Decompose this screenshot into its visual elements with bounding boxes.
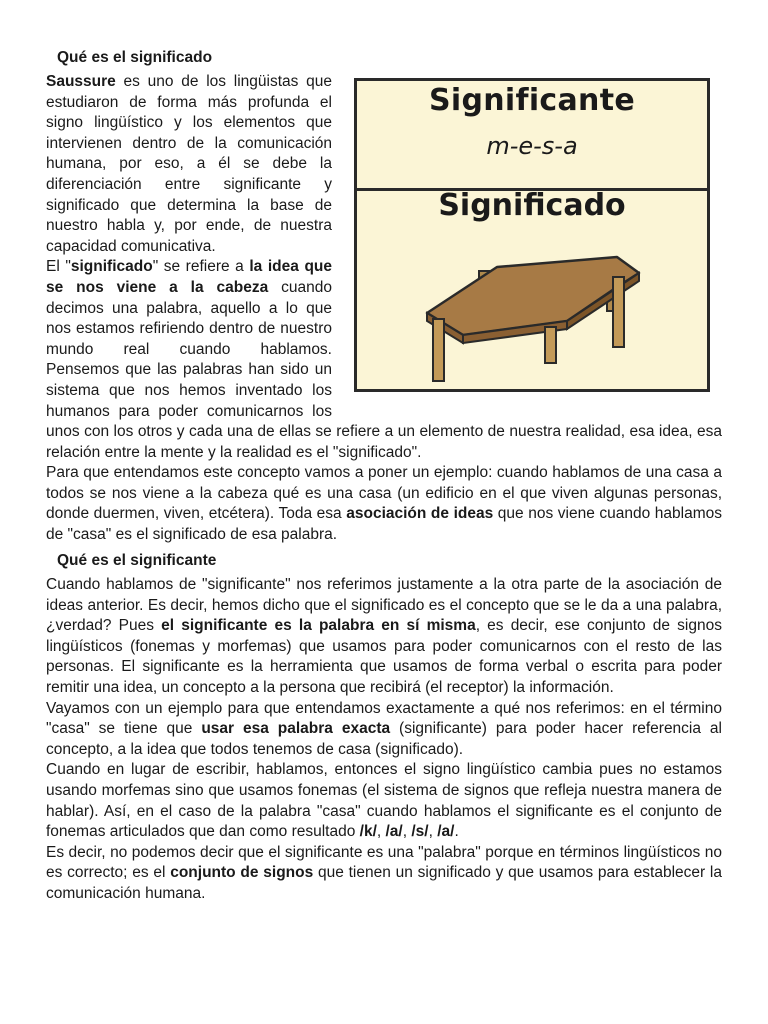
paragraph-3: Para que entendamos este concepto vamos a poner un ejemplo: cuando hablamos de una casa a todos se nos viene a la cabeza qué es una casa (un edificio en el que viven algunas personas, donde duermen, viven, etcétera). Toda esa asociación de ideas que nos viene cuando hablamos de "casa" es el significado de esa palabra. — [46, 464, 722, 544]
significante-significado-illustration — [344, 72, 722, 406]
illustration-title-significado: Significado — [438, 188, 626, 223]
paragraph-2: El "significado" se refiere a la idea que se nos viene a la cabeza cuando decimos una palabra, aquello a lo que nos estamos refiriendo dentro de nuestro mundo real cuando hablamos. Pensemos que las palabras han sido un sistema que nos hemos inventado los humanos para poder comunicarnos los unos con los otros y cada una de ellas se refiere a un elemento de nuestra realidad, esa idea, esa relación entre la mente y la realidad es el "significado". — [46, 258, 722, 461]
illustration-card — [354, 78, 710, 392]
paragraph-7: Es decir, no podemos decir que el significante es una "palabra" porque en términos lingüísticos no es correcto; es el conjunto de signos que tienen un significado y que usamos para establecer la comunicación humana. — [46, 843, 722, 902]
paragraph-5: Vayamos con un ejemplo para que entendamos exactamente a qué nos referimos: en el término "casa" se tiene que usar esa palabra exacta (significante) para poder hacer referencia al concepto, a la idea que todos tenemos de casa (significado). — [46, 699, 722, 758]
section-significado — [46, 72, 722, 546]
section-significante — [46, 575, 722, 905]
illustration-title-significante: Significante — [428, 83, 635, 118]
heading-significado: Qué es el significado — [57, 49, 213, 66]
paragraph-6: Cuando en lugar de escribir, hablamos, entonces el signo lingüístico cambia pues no estamos usando morfemas sino que usamos fonemas (el sistema de signos que refleja nuestra manera de hablar). Así, en el caso de la palabra "casa" cuando hablamos el significante es el conjunto de fonemas articulados que dan como resultado /k/, /a/, /s/, /a/. — [46, 761, 722, 841]
paragraph-1: Saussure es uno de los lingüistas que estudiaron de forma más profunda el signo lingüístico y los elementos que intervienen dentro de la comunicación humana, por eso, a él se debe la diferenciación entre significante y significado que determina la base de nuestro habla y, por ende, de nuestra capacidad comunicativa. — [46, 73, 332, 255]
paragraph-4: Cuando hablamos de "significante" nos referimos justamente a la otra parte de la asociación de ideas anterior. Es decir, hemos dicho que el significado es el concepto que se le da a una palabra, ¿verdad? Pues el significante es la palabra en sí misma, es decir, ese conjunto de signos lingüísticos (fonemas y morfemas) que usamos para poder comunicarnos con el resto de las personas. El significante es la herramienta que usamos de forma verbal o escrita para poder remitir una idea, un concepto a la persona que recibirá (el receptor) la información. — [46, 576, 722, 696]
heading-significante: Qué es el significante — [57, 552, 217, 569]
table-icon — [417, 243, 657, 383]
illustration-word: m-e-s-a — [486, 132, 578, 160]
